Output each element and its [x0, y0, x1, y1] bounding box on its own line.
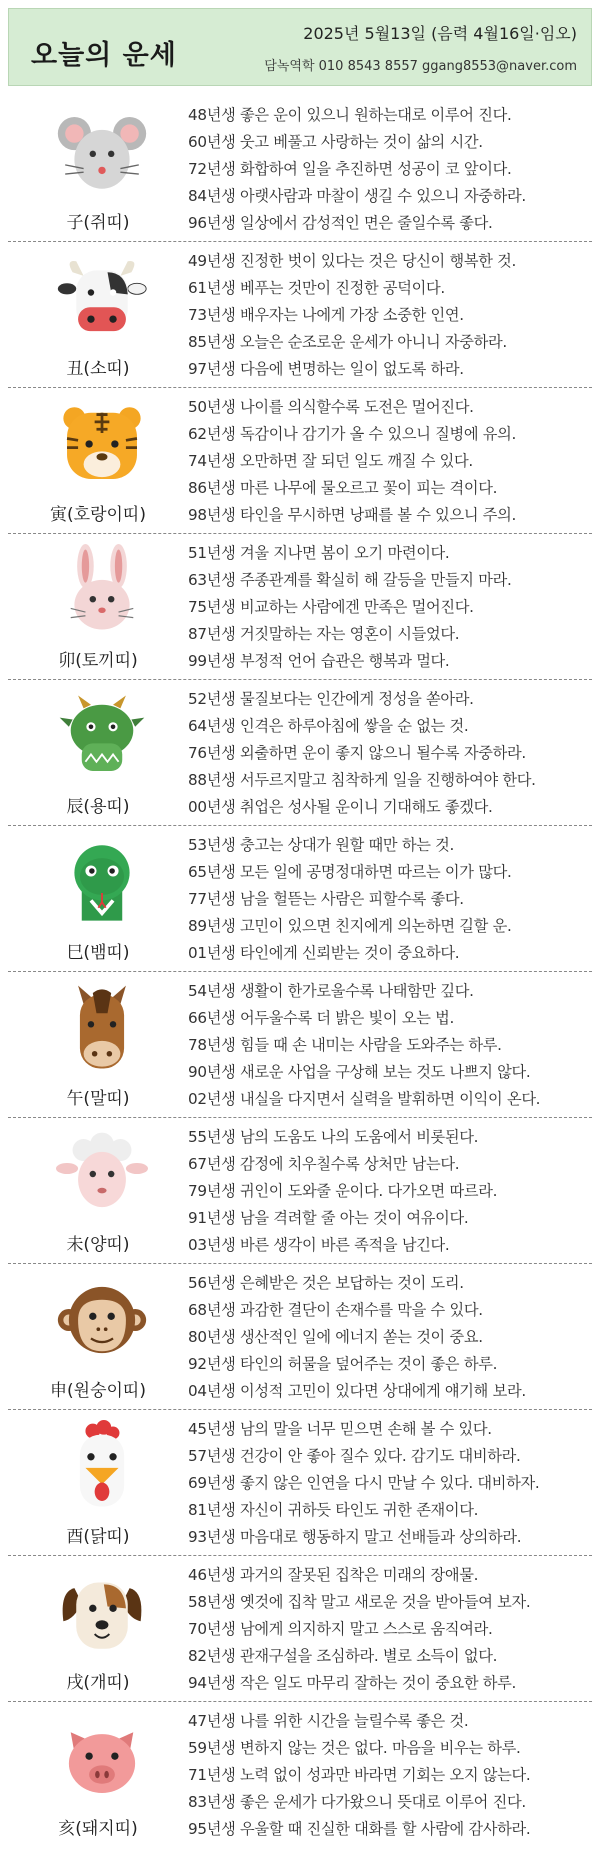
fortune-line: 50년생 나이를 의식할수록 도전은 멀어진다. [188, 398, 474, 416]
monkey-icon [56, 1274, 148, 1366]
fortune-row-ox [8, 242, 592, 388]
pig-icon [56, 1712, 148, 1804]
fortune-line: 49년생 진정한 벗이 있다는 것은 당신이 행복한 것. [188, 252, 516, 270]
fortune-line: 72년생 화합하여 일을 추진하면 성공이 코 앞이다. [188, 160, 512, 178]
fortune-row-horse [8, 972, 592, 1118]
animal-cell [8, 1410, 188, 1556]
fortune-line: 76년생 외출하면 운이 좋지 않으니 될수록 자중하라. [188, 744, 526, 762]
animal-cell [8, 1556, 188, 1702]
fortune-line: 97년생 다음에 변명하는 일이 없도록 하라. [188, 360, 464, 378]
date-line: 2025년 5월13일 (음력 4월16일·임오) [303, 24, 577, 43]
fortune-line: 71년생 노력 없이 성과만 바라면 기회는 오지 않는다. [188, 1766, 531, 1784]
fortune-line: 70년생 남에게 의지하지 말고 스스로 움직여라. [188, 1620, 493, 1638]
fortune-lines [188, 686, 592, 821]
fortune-lines [188, 1708, 592, 1843]
fortune-line: 77년생 남을 헐뜯는 사람은 피할수록 좋다. [188, 890, 464, 908]
fortune-line: 88년생 서두르지말고 침착하게 일을 진행하여야 한다. [188, 771, 536, 789]
fortune-line: 04년생 이성적 고민이 있다면 상대에게 얘기해 보라. [188, 1382, 526, 1400]
fortune-lines [188, 540, 592, 675]
fortune-line: 98년생 타인을 무시하면 낭패를 볼 수 있으니 주의. [188, 506, 516, 524]
fortune-lines [188, 1124, 592, 1259]
fortune-lines [188, 1270, 592, 1405]
fortune-line: 55년생 남의 도움도 나의 도움에서 비롯된다. [188, 1128, 479, 1146]
fortune-lines [188, 978, 592, 1113]
zodiac-label: 未(양띠) [66, 1235, 130, 1255]
animal-cell [8, 1118, 188, 1264]
animal-cell [8, 972, 188, 1118]
fortune-row-rabbit [8, 534, 592, 680]
tiger-icon [56, 398, 148, 490]
fortune-lines [188, 1562, 592, 1697]
fortune-row-tiger [8, 388, 592, 534]
animal-cell [8, 242, 188, 388]
fortune-line: 68년생 과감한 결단이 손재수를 막을 수 있다. [188, 1301, 483, 1319]
rooster-icon [56, 1420, 148, 1512]
rat-icon [56, 106, 148, 198]
fortune-line: 81년생 자신이 귀하듯 타인도 귀한 존재이다. [188, 1501, 479, 1519]
fortune-line: 67년생 감정에 치우칠수록 상처만 남는다. [188, 1155, 460, 1173]
fortune-lines [188, 102, 592, 237]
fortune-line: 46년생 과거의 잘못된 집착은 미래의 장애물. [188, 1566, 479, 1584]
fortune-line: 66년생 어두울수록 더 밝은 빛이 오는 법. [188, 1009, 454, 1027]
fortune-line: 75년생 비교하는 사람에겐 만족은 멀어진다. [188, 598, 474, 616]
fortune-lines [188, 1416, 592, 1551]
fortune-line: 96년생 일상에서 감성적인 면은 줄일수록 좋다. [188, 214, 493, 232]
fortune-line: 47년생 나를 위한 시간을 늘릴수록 좋은 것. [188, 1712, 469, 1730]
rabbit-icon [56, 544, 148, 636]
fortune-line: 99년생 부정적 언어 습관은 행복과 멀다. [188, 652, 450, 670]
fortune-line: 58년생 옛것에 집착 말고 새로운 것을 받아들여 보자. [188, 1593, 531, 1611]
fortune-line: 80년생 생산적인 일에 에너지 쏟는 것이 중요. [188, 1328, 483, 1346]
fortune-line: 64년생 인격은 하루아침에 쌓을 순 없는 것. [188, 717, 469, 735]
fortune-line: 93년생 마음대로 행동하지 말고 선배들과 상의하라. [188, 1528, 522, 1546]
ox-icon [56, 252, 148, 344]
fortune-line: 79년생 귀인이 도와줄 운이다. 다가오면 따르라. [188, 1182, 498, 1200]
sheep-icon [56, 1128, 148, 1220]
fortune-line: 91년생 남을 격려할 줄 아는 것이 여유이다. [188, 1209, 469, 1227]
fortune-row-pig [8, 1702, 592, 1848]
zodiac-label: 申(원숭이띠) [50, 1381, 146, 1401]
fortune-line: 01년생 타인에게 신뢰받는 것이 중요하다. [188, 944, 460, 962]
animal-cell [8, 826, 188, 972]
fortune-line: 73년생 배우자는 나에게 가장 소중한 인연. [188, 306, 464, 324]
fortune-line: 53년생 충고는 상대가 원할 때만 하는 것. [188, 836, 454, 854]
fortune-line: 94년생 작은 일도 마무리 잘하는 것이 중요한 하루. [188, 1674, 516, 1692]
fortune-line: 00년생 취업은 성사될 운이니 기대해도 좋겠다. [188, 798, 493, 816]
dog-icon [56, 1566, 148, 1658]
fortune-line: 52년생 물질보다는 인간에게 정성을 쏟아라. [188, 690, 474, 708]
zodiac-label: 亥(돼지띠) [58, 1819, 138, 1839]
fortune-row-dragon [8, 680, 592, 826]
fortune-line: 78년생 힘들 때 손 내미는 사람을 도와주는 하루. [188, 1036, 502, 1054]
fortune-line: 74년생 오만하면 잘 되던 일도 깨질 수 있다. [188, 452, 473, 470]
fortune-line: 57년생 건강이 안 좋아 질수 있다. 감기도 대비하라. [188, 1447, 521, 1465]
fortune-line: 82년생 관재구설을 조심하라. 별로 소득이 없다. [188, 1647, 498, 1665]
fortune-list [8, 96, 592, 1848]
fortune-line: 03년생 바른 생각이 바른 족적을 남긴다. [188, 1236, 450, 1254]
fortune-line: 54년생 생활이 한가로울수록 나태함만 깊다. [188, 982, 474, 1000]
animal-cell [8, 680, 188, 826]
fortune-line: 86년생 마른 나무에 물오르고 꽃이 피는 격이다. [188, 479, 498, 497]
fortune-lines [188, 394, 592, 529]
animal-cell [8, 388, 188, 534]
fortune-line: 95년생 우울할 때 진실한 대화를 할 사람에 감사하라. [188, 1820, 531, 1838]
fortune-row-snake [8, 826, 592, 972]
zodiac-label: 戌(개띠) [66, 1673, 130, 1693]
animal-cell [8, 96, 188, 242]
fortune-line: 61년생 베푸는 것만이 진정한 공덕이다. [188, 279, 445, 297]
fortune-line: 48년생 좋은 운이 있으니 원하는대로 이루어 진다. [188, 106, 512, 124]
fortune-line: 45년생 남의 말을 너무 믿으면 손해 볼 수 있다. [188, 1420, 492, 1438]
fortune-line: 89년생 고민이 있으면 친지에게 의논하면 길할 운. [188, 917, 512, 935]
fortune-line: 92년생 타인의 허물을 덮어주는 것이 좋은 하루. [188, 1355, 498, 1373]
zodiac-label: 寅(호랑이띠) [50, 505, 146, 525]
animal-cell [8, 1702, 188, 1848]
horse-icon [56, 982, 148, 1074]
zodiac-label: 丑(소띠) [66, 359, 130, 379]
fortune-lines [188, 832, 592, 967]
fortune-row-sheep [8, 1118, 592, 1264]
zodiac-label: 酉(닭띠) [66, 1527, 130, 1547]
fortune-line: 69년생 좋지 않은 인연을 다시 만날 수 있다. 대비하자. [188, 1474, 540, 1492]
fortune-row-monkey [8, 1264, 592, 1410]
fortune-row-dog [8, 1556, 592, 1702]
fortune-line: 87년생 거짓말하는 자는 영혼이 시들었다. [188, 625, 460, 643]
fortune-line: 62년생 독감이나 감기가 올 수 있으니 질병에 유의. [188, 425, 516, 443]
fortune-line: 02년생 내실을 다지면서 실력을 발휘하면 이익이 온다. [188, 1090, 541, 1108]
fortune-line: 90년생 새로운 사업을 구상해 보는 것도 나쁘지 않다. [188, 1063, 531, 1081]
contact-line: 담녹역학 010 8543 8557 ggang8553@naver.com [264, 59, 577, 74]
fortune-line: 83년생 좋은 운세가 다가왔으니 뜻대로 이루어 진다. [188, 1793, 526, 1811]
dragon-icon [56, 690, 148, 782]
animal-cell [8, 1264, 188, 1410]
fortune-line: 51년생 겨울 지나면 봄이 오기 마련이다. [188, 544, 450, 562]
zodiac-label: 卯(토끼띠) [58, 651, 138, 671]
animal-cell [8, 534, 188, 680]
fortune-line: 59년생 변하지 않는 것은 없다. 마음을 비우는 하루. [188, 1739, 521, 1757]
snake-icon [56, 836, 148, 928]
fortune-line: 65년생 모든 일에 공명정대하면 따르는 이가 많다. [188, 863, 512, 881]
zodiac-label: 子(쥐띠) [66, 213, 130, 233]
fortune-row-rooster [8, 1410, 592, 1556]
zodiac-label: 巳(뱀띠) [66, 943, 130, 963]
zodiac-label: 午(말띠) [66, 1089, 130, 1109]
zodiac-label: 辰(용띠) [66, 797, 130, 817]
fortune-line: 60년생 웃고 베풀고 사랑하는 것이 삶의 시간. [188, 133, 483, 151]
fortune-line: 56년생 은혜받은 것은 보답하는 것이 도리. [188, 1274, 464, 1292]
fortune-line: 85년생 오늘은 순조로운 운세가 아니니 자중하라. [188, 333, 507, 351]
fortune-line: 84년생 아랫사람과 마찰이 생길 수 있으니 자중하라. [188, 187, 526, 205]
fortune-row-rat [8, 96, 592, 242]
fortune-lines [188, 248, 592, 383]
page-title: 오늘의 운세 [31, 40, 177, 71]
fortune-line: 63년생 주종관계를 확실히 해 갈등을 만들지 마라. [188, 571, 512, 589]
header-banner [8, 8, 592, 86]
